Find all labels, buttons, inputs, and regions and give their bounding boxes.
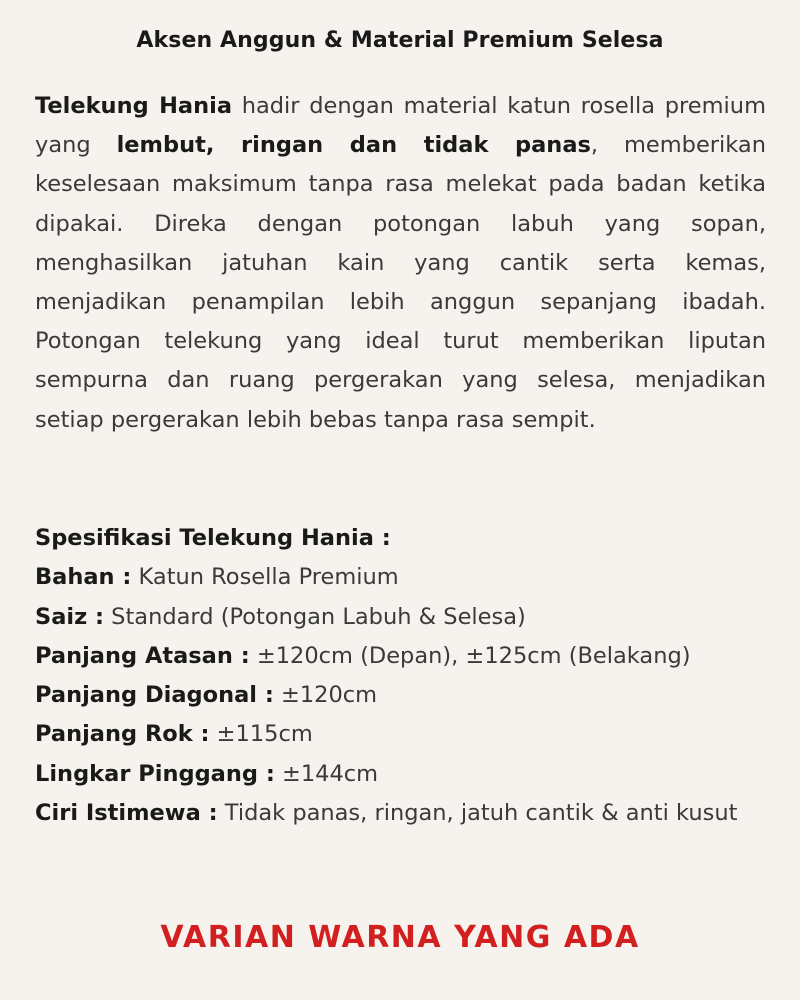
spec-key: Panjang Diagonal :: [35, 682, 274, 709]
spec-row-lingkar-pinggang: [35, 755, 766, 794]
description-paragraph: [35, 87, 766, 440]
spec-value: ±120cm: [273, 682, 378, 709]
brand-name: Telekung Hania: [35, 93, 232, 119]
spec-row-panjang-atasan: [35, 637, 766, 676]
spec-value: ±120cm (Depan), ±125cm (Belakang): [249, 642, 691, 669]
description-text-2: , memberikan keselesaan maksimum tanpa rasa melekat pada badan ketika dipakai. Direka dengan potongan labuh yang sopan, menghasilkan jatuhan kain yang cantik serta kemas, menjadikan penampilan lebih anggun sepanjang ibadah. Potongan telekung yang ideal turut memberikan liputan sempurna dan ruang pergerakan yang selesa, menjadikan setiap pergerakan lebih bebas tanpa rasa sempit.: [35, 132, 766, 433]
spec-key: Panjang Rok :: [35, 721, 210, 748]
spec-row-panjang-diagonal: [35, 676, 766, 715]
spec-value: Katun Rosella Premium: [131, 564, 399, 591]
spec-value: ±144cm: [274, 760, 379, 787]
description-highlight: lembut, ringan dan tidak panas: [116, 132, 591, 159]
spec-row-bahan: [35, 558, 766, 597]
spec-row-panjang-rok: [35, 715, 766, 754]
spec-value: ±115cm: [209, 721, 313, 748]
spec-key: Ciri Istimewa :: [35, 800, 218, 827]
section-heading: Aksen Anggun & Material Premium Selesa: [136, 28, 664, 53]
spec-value: Tidak panas, ringan, jatuh cantik & anti kusut: [217, 800, 738, 827]
specs-title: Spesifikasi Telekung Hania :: [35, 525, 391, 551]
specifications-list: [35, 519, 766, 833]
description-text-1: hadir dengan material katun rosella premium yang: [35, 93, 766, 159]
variant-colors-title: VARIAN WARNA YANG ADA: [160, 920, 640, 955]
spec-key: Bahan :: [35, 564, 132, 591]
spec-value: Standard (Potongan Labuh & Selesa): [104, 603, 526, 630]
spec-row-ciri-istimewa: [35, 794, 766, 833]
spec-key: Saiz :: [35, 603, 105, 630]
spec-key: Panjang Atasan :: [35, 642, 250, 669]
spec-key: Lingkar Pinggang :: [35, 760, 275, 787]
spec-row-saiz: [35, 598, 766, 637]
